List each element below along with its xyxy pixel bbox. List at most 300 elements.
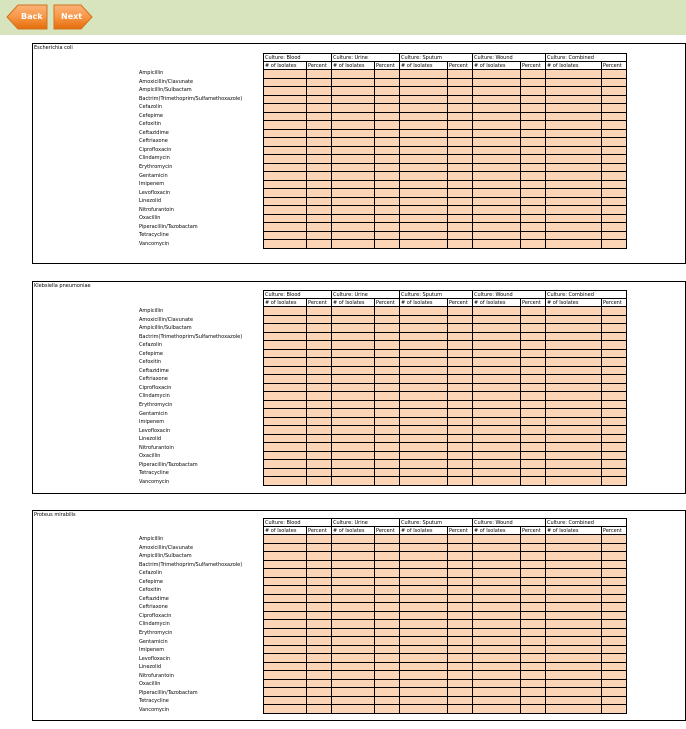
- isolates-input-cell[interactable]: [473, 341, 521, 350]
- percent-input-cell[interactable]: [602, 705, 627, 714]
- isolates-input-cell[interactable]: [264, 552, 307, 561]
- isolates-input-cell[interactable]: [264, 189, 307, 198]
- percent-input-cell[interactable]: [448, 477, 473, 486]
- isolates-input-cell[interactable]: [473, 603, 521, 612]
- percent-input-cell[interactable]: [521, 696, 546, 705]
- percent-input-cell[interactable]: [307, 620, 332, 629]
- percent-input-cell[interactable]: [307, 552, 332, 561]
- percent-input-cell[interactable]: [448, 468, 473, 477]
- isolates-input-cell[interactable]: [332, 104, 375, 113]
- percent-input-cell[interactable]: [307, 70, 332, 79]
- percent-input-cell[interactable]: [448, 637, 473, 646]
- isolates-input-cell[interactable]: [332, 180, 375, 189]
- isolates-input-cell[interactable]: [264, 332, 307, 341]
- isolates-input-cell[interactable]: [400, 443, 448, 452]
- isolates-input-cell[interactable]: [546, 358, 602, 367]
- percent-input-cell[interactable]: [307, 129, 332, 138]
- isolates-input-cell[interactable]: [332, 451, 375, 460]
- isolates-input-cell[interactable]: [546, 400, 602, 409]
- isolates-input-cell[interactable]: [264, 315, 307, 324]
- percent-input-cell[interactable]: [307, 409, 332, 418]
- percent-input-cell[interactable]: [521, 417, 546, 426]
- isolates-input-cell[interactable]: [332, 654, 375, 663]
- percent-input-cell[interactable]: [375, 163, 400, 172]
- isolates-input-cell[interactable]: [264, 477, 307, 486]
- percent-input-cell[interactable]: [375, 78, 400, 87]
- percent-input-cell[interactable]: [375, 366, 400, 375]
- percent-input-cell[interactable]: [448, 392, 473, 401]
- percent-input-cell[interactable]: [307, 637, 332, 646]
- isolates-input-cell[interactable]: [264, 121, 307, 130]
- isolates-input-cell[interactable]: [264, 688, 307, 697]
- percent-input-cell[interactable]: [375, 172, 400, 181]
- percent-input-cell[interactable]: [602, 172, 627, 181]
- isolates-input-cell[interactable]: [546, 628, 602, 637]
- isolates-input-cell[interactable]: [473, 679, 521, 688]
- percent-input-cell[interactable]: [448, 400, 473, 409]
- isolates-input-cell[interactable]: [473, 307, 521, 316]
- percent-input-cell[interactable]: [307, 163, 332, 172]
- percent-input-cell[interactable]: [375, 129, 400, 138]
- percent-input-cell[interactable]: [521, 324, 546, 333]
- isolates-input-cell[interactable]: [473, 451, 521, 460]
- isolates-input-cell[interactable]: [546, 197, 602, 206]
- percent-input-cell[interactable]: [307, 332, 332, 341]
- percent-input-cell[interactable]: [521, 705, 546, 714]
- isolates-input-cell[interactable]: [473, 434, 521, 443]
- percent-input-cell[interactable]: [448, 223, 473, 232]
- percent-input-cell[interactable]: [307, 577, 332, 586]
- isolates-input-cell[interactable]: [400, 172, 448, 181]
- percent-input-cell[interactable]: [375, 671, 400, 680]
- isolates-input-cell[interactable]: [400, 654, 448, 663]
- isolates-input-cell[interactable]: [264, 324, 307, 333]
- isolates-input-cell[interactable]: [473, 443, 521, 452]
- isolates-input-cell[interactable]: [264, 409, 307, 418]
- isolates-input-cell[interactable]: [332, 552, 375, 561]
- percent-input-cell[interactable]: [375, 645, 400, 654]
- isolates-input-cell[interactable]: [264, 307, 307, 316]
- isolates-input-cell[interactable]: [400, 468, 448, 477]
- percent-input-cell[interactable]: [375, 477, 400, 486]
- percent-input-cell[interactable]: [307, 417, 332, 426]
- percent-input-cell[interactable]: [521, 189, 546, 198]
- isolates-input-cell[interactable]: [332, 129, 375, 138]
- isolates-input-cell[interactable]: [473, 611, 521, 620]
- percent-input-cell[interactable]: [602, 577, 627, 586]
- percent-input-cell[interactable]: [521, 434, 546, 443]
- percent-input-cell[interactable]: [307, 341, 332, 350]
- percent-input-cell[interactable]: [448, 620, 473, 629]
- percent-input-cell[interactable]: [521, 477, 546, 486]
- percent-input-cell[interactable]: [448, 112, 473, 121]
- percent-input-cell[interactable]: [521, 645, 546, 654]
- isolates-input-cell[interactable]: [400, 78, 448, 87]
- isolates-input-cell[interactable]: [264, 78, 307, 87]
- percent-input-cell[interactable]: [521, 586, 546, 595]
- isolates-input-cell[interactable]: [546, 434, 602, 443]
- percent-input-cell[interactable]: [375, 104, 400, 113]
- isolates-input-cell[interactable]: [400, 451, 448, 460]
- percent-input-cell[interactable]: [375, 577, 400, 586]
- isolates-input-cell[interactable]: [473, 206, 521, 215]
- percent-input-cell[interactable]: [521, 366, 546, 375]
- percent-input-cell[interactable]: [448, 586, 473, 595]
- isolates-input-cell[interactable]: [400, 358, 448, 367]
- percent-input-cell[interactable]: [602, 535, 627, 544]
- isolates-input-cell[interactable]: [264, 87, 307, 96]
- isolates-input-cell[interactable]: [332, 349, 375, 358]
- isolates-input-cell[interactable]: [473, 383, 521, 392]
- percent-input-cell[interactable]: [307, 104, 332, 113]
- percent-input-cell[interactable]: [521, 307, 546, 316]
- isolates-input-cell[interactable]: [400, 95, 448, 104]
- percent-input-cell[interactable]: [521, 594, 546, 603]
- percent-input-cell[interactable]: [307, 543, 332, 552]
- percent-input-cell[interactable]: [602, 543, 627, 552]
- percent-input-cell[interactable]: [307, 172, 332, 181]
- percent-input-cell[interactable]: [448, 611, 473, 620]
- percent-input-cell[interactable]: [307, 603, 332, 612]
- percent-input-cell[interactable]: [307, 189, 332, 198]
- isolates-input-cell[interactable]: [264, 383, 307, 392]
- isolates-input-cell[interactable]: [546, 332, 602, 341]
- percent-input-cell[interactable]: [521, 70, 546, 79]
- isolates-input-cell[interactable]: [473, 315, 521, 324]
- isolates-input-cell[interactable]: [332, 645, 375, 654]
- percent-input-cell[interactable]: [602, 468, 627, 477]
- isolates-input-cell[interactable]: [546, 146, 602, 155]
- isolates-input-cell[interactable]: [473, 223, 521, 232]
- percent-input-cell[interactable]: [307, 375, 332, 384]
- percent-input-cell[interactable]: [448, 417, 473, 426]
- isolates-input-cell[interactable]: [332, 468, 375, 477]
- isolates-input-cell[interactable]: [546, 206, 602, 215]
- isolates-input-cell[interactable]: [546, 586, 602, 595]
- isolates-input-cell[interactable]: [264, 535, 307, 544]
- isolates-input-cell[interactable]: [264, 434, 307, 443]
- percent-input-cell[interactable]: [448, 662, 473, 671]
- isolates-input-cell[interactable]: [546, 138, 602, 147]
- percent-input-cell[interactable]: [521, 392, 546, 401]
- percent-input-cell[interactable]: [521, 577, 546, 586]
- isolates-input-cell[interactable]: [546, 679, 602, 688]
- percent-input-cell[interactable]: [307, 426, 332, 435]
- percent-input-cell[interactable]: [521, 569, 546, 578]
- percent-input-cell[interactable]: [375, 569, 400, 578]
- percent-input-cell[interactable]: [448, 180, 473, 189]
- percent-input-cell[interactable]: [375, 240, 400, 249]
- percent-input-cell[interactable]: [521, 163, 546, 172]
- isolates-input-cell[interactable]: [264, 341, 307, 350]
- isolates-input-cell[interactable]: [332, 95, 375, 104]
- percent-input-cell[interactable]: [307, 206, 332, 215]
- percent-input-cell[interactable]: [375, 637, 400, 646]
- percent-input-cell[interactable]: [602, 206, 627, 215]
- percent-input-cell[interactable]: [521, 409, 546, 418]
- isolates-input-cell[interactable]: [332, 535, 375, 544]
- isolates-input-cell[interactable]: [473, 146, 521, 155]
- percent-input-cell[interactable]: [602, 603, 627, 612]
- isolates-input-cell[interactable]: [332, 409, 375, 418]
- isolates-input-cell[interactable]: [473, 400, 521, 409]
- isolates-input-cell[interactable]: [332, 443, 375, 452]
- percent-input-cell[interactable]: [448, 366, 473, 375]
- isolates-input-cell[interactable]: [332, 611, 375, 620]
- isolates-input-cell[interactable]: [546, 240, 602, 249]
- percent-input-cell[interactable]: [448, 434, 473, 443]
- isolates-input-cell[interactable]: [473, 366, 521, 375]
- percent-input-cell[interactable]: [602, 138, 627, 147]
- percent-input-cell[interactable]: [602, 392, 627, 401]
- percent-input-cell[interactable]: [602, 434, 627, 443]
- percent-input-cell[interactable]: [602, 129, 627, 138]
- isolates-input-cell[interactable]: [400, 535, 448, 544]
- isolates-input-cell[interactable]: [400, 409, 448, 418]
- percent-input-cell[interactable]: [521, 679, 546, 688]
- percent-input-cell[interactable]: [307, 223, 332, 232]
- isolates-input-cell[interactable]: [332, 383, 375, 392]
- percent-input-cell[interactable]: [375, 315, 400, 324]
- percent-input-cell[interactable]: [307, 180, 332, 189]
- isolates-input-cell[interactable]: [546, 87, 602, 96]
- percent-input-cell[interactable]: [602, 451, 627, 460]
- isolates-input-cell[interactable]: [400, 87, 448, 96]
- isolates-input-cell[interactable]: [473, 95, 521, 104]
- isolates-input-cell[interactable]: [473, 375, 521, 384]
- percent-input-cell[interactable]: [448, 189, 473, 198]
- isolates-input-cell[interactable]: [473, 70, 521, 79]
- percent-input-cell[interactable]: [375, 349, 400, 358]
- percent-input-cell[interactable]: [448, 654, 473, 663]
- isolates-input-cell[interactable]: [264, 603, 307, 612]
- percent-input-cell[interactable]: [521, 341, 546, 350]
- percent-input-cell[interactable]: [448, 341, 473, 350]
- isolates-input-cell[interactable]: [473, 417, 521, 426]
- percent-input-cell[interactable]: [602, 95, 627, 104]
- percent-input-cell[interactable]: [375, 688, 400, 697]
- isolates-input-cell[interactable]: [400, 341, 448, 350]
- isolates-input-cell[interactable]: [332, 637, 375, 646]
- isolates-input-cell[interactable]: [264, 104, 307, 113]
- percent-input-cell[interactable]: [307, 121, 332, 130]
- percent-input-cell[interactable]: [375, 112, 400, 121]
- isolates-input-cell[interactable]: [473, 477, 521, 486]
- percent-input-cell[interactable]: [448, 214, 473, 223]
- isolates-input-cell[interactable]: [473, 560, 521, 569]
- isolates-input-cell[interactable]: [332, 189, 375, 198]
- isolates-input-cell[interactable]: [546, 70, 602, 79]
- percent-input-cell[interactable]: [521, 206, 546, 215]
- isolates-input-cell[interactable]: [332, 603, 375, 612]
- percent-input-cell[interactable]: [375, 417, 400, 426]
- isolates-input-cell[interactable]: [473, 392, 521, 401]
- percent-input-cell[interactable]: [375, 206, 400, 215]
- isolates-input-cell[interactable]: [546, 637, 602, 646]
- isolates-input-cell[interactable]: [264, 197, 307, 206]
- isolates-input-cell[interactable]: [400, 332, 448, 341]
- isolates-input-cell[interactable]: [332, 375, 375, 384]
- isolates-input-cell[interactable]: [546, 112, 602, 121]
- percent-input-cell[interactable]: [521, 214, 546, 223]
- isolates-input-cell[interactable]: [400, 569, 448, 578]
- isolates-input-cell[interactable]: [264, 645, 307, 654]
- percent-input-cell[interactable]: [307, 460, 332, 469]
- isolates-input-cell[interactable]: [473, 543, 521, 552]
- percent-input-cell[interactable]: [448, 409, 473, 418]
- isolates-input-cell[interactable]: [400, 163, 448, 172]
- percent-input-cell[interactable]: [602, 189, 627, 198]
- percent-input-cell[interactable]: [375, 451, 400, 460]
- isolates-input-cell[interactable]: [264, 358, 307, 367]
- isolates-input-cell[interactable]: [400, 214, 448, 223]
- percent-input-cell[interactable]: [521, 637, 546, 646]
- percent-input-cell[interactable]: [602, 688, 627, 697]
- isolates-input-cell[interactable]: [473, 240, 521, 249]
- isolates-input-cell[interactable]: [473, 577, 521, 586]
- isolates-input-cell[interactable]: [264, 155, 307, 164]
- percent-input-cell[interactable]: [448, 197, 473, 206]
- percent-input-cell[interactable]: [602, 443, 627, 452]
- isolates-input-cell[interactable]: [400, 696, 448, 705]
- percent-input-cell[interactable]: [307, 197, 332, 206]
- isolates-input-cell[interactable]: [332, 138, 375, 147]
- percent-input-cell[interactable]: [602, 586, 627, 595]
- isolates-input-cell[interactable]: [400, 392, 448, 401]
- isolates-input-cell[interactable]: [546, 560, 602, 569]
- isolates-input-cell[interactable]: [400, 189, 448, 198]
- percent-input-cell[interactable]: [375, 214, 400, 223]
- isolates-input-cell[interactable]: [332, 628, 375, 637]
- percent-input-cell[interactable]: [521, 138, 546, 147]
- isolates-input-cell[interactable]: [400, 671, 448, 680]
- percent-input-cell[interactable]: [375, 628, 400, 637]
- percent-input-cell[interactable]: [448, 688, 473, 697]
- isolates-input-cell[interactable]: [473, 637, 521, 646]
- isolates-input-cell[interactable]: [332, 586, 375, 595]
- isolates-input-cell[interactable]: [400, 240, 448, 249]
- percent-input-cell[interactable]: [448, 569, 473, 578]
- percent-input-cell[interactable]: [448, 671, 473, 680]
- percent-input-cell[interactable]: [521, 146, 546, 155]
- isolates-input-cell[interactable]: [546, 349, 602, 358]
- isolates-input-cell[interactable]: [400, 307, 448, 316]
- percent-input-cell[interactable]: [602, 569, 627, 578]
- percent-input-cell[interactable]: [602, 214, 627, 223]
- percent-input-cell[interactable]: [448, 307, 473, 316]
- isolates-input-cell[interactable]: [546, 189, 602, 198]
- isolates-input-cell[interactable]: [400, 223, 448, 232]
- percent-input-cell[interactable]: [307, 594, 332, 603]
- isolates-input-cell[interactable]: [332, 671, 375, 680]
- isolates-input-cell[interactable]: [332, 400, 375, 409]
- isolates-input-cell[interactable]: [400, 637, 448, 646]
- percent-input-cell[interactable]: [448, 146, 473, 155]
- percent-input-cell[interactable]: [375, 552, 400, 561]
- percent-input-cell[interactable]: [521, 688, 546, 697]
- isolates-input-cell[interactable]: [332, 679, 375, 688]
- percent-input-cell[interactable]: [375, 409, 400, 418]
- isolates-input-cell[interactable]: [332, 696, 375, 705]
- percent-input-cell[interactable]: [307, 477, 332, 486]
- percent-input-cell[interactable]: [375, 146, 400, 155]
- percent-input-cell[interactable]: [602, 366, 627, 375]
- percent-input-cell[interactable]: [375, 324, 400, 333]
- percent-input-cell[interactable]: [375, 611, 400, 620]
- isolates-input-cell[interactable]: [546, 603, 602, 612]
- percent-input-cell[interactable]: [448, 332, 473, 341]
- isolates-input-cell[interactable]: [473, 688, 521, 697]
- isolates-input-cell[interactable]: [546, 535, 602, 544]
- percent-input-cell[interactable]: [521, 95, 546, 104]
- isolates-input-cell[interactable]: [400, 477, 448, 486]
- percent-input-cell[interactable]: [307, 138, 332, 147]
- percent-input-cell[interactable]: [448, 560, 473, 569]
- percent-input-cell[interactable]: [602, 180, 627, 189]
- isolates-input-cell[interactable]: [546, 662, 602, 671]
- percent-input-cell[interactable]: [521, 654, 546, 663]
- percent-input-cell[interactable]: [375, 400, 400, 409]
- isolates-input-cell[interactable]: [400, 375, 448, 384]
- isolates-input-cell[interactable]: [400, 577, 448, 586]
- percent-input-cell[interactable]: [375, 95, 400, 104]
- isolates-input-cell[interactable]: [546, 688, 602, 697]
- isolates-input-cell[interactable]: [264, 628, 307, 637]
- percent-input-cell[interactable]: [375, 620, 400, 629]
- percent-input-cell[interactable]: [602, 560, 627, 569]
- percent-input-cell[interactable]: [375, 332, 400, 341]
- percent-input-cell[interactable]: [375, 696, 400, 705]
- isolates-input-cell[interactable]: [264, 180, 307, 189]
- percent-input-cell[interactable]: [602, 477, 627, 486]
- isolates-input-cell[interactable]: [546, 611, 602, 620]
- percent-input-cell[interactable]: [307, 688, 332, 697]
- isolates-input-cell[interactable]: [264, 417, 307, 426]
- isolates-input-cell[interactable]: [332, 594, 375, 603]
- percent-input-cell[interactable]: [521, 197, 546, 206]
- isolates-input-cell[interactable]: [332, 477, 375, 486]
- isolates-input-cell[interactable]: [400, 426, 448, 435]
- isolates-input-cell[interactable]: [400, 121, 448, 130]
- isolates-input-cell[interactable]: [400, 180, 448, 189]
- percent-input-cell[interactable]: [307, 324, 332, 333]
- percent-input-cell[interactable]: [375, 594, 400, 603]
- isolates-input-cell[interactable]: [332, 662, 375, 671]
- isolates-input-cell[interactable]: [264, 620, 307, 629]
- percent-input-cell[interactable]: [307, 146, 332, 155]
- isolates-input-cell[interactable]: [473, 112, 521, 121]
- percent-input-cell[interactable]: [521, 662, 546, 671]
- isolates-input-cell[interactable]: [546, 163, 602, 172]
- isolates-input-cell[interactable]: [473, 460, 521, 469]
- percent-input-cell[interactable]: [375, 705, 400, 714]
- percent-input-cell[interactable]: [307, 611, 332, 620]
- percent-input-cell[interactable]: [521, 129, 546, 138]
- isolates-input-cell[interactable]: [264, 543, 307, 552]
- isolates-input-cell[interactable]: [400, 560, 448, 569]
- percent-input-cell[interactable]: [602, 696, 627, 705]
- percent-input-cell[interactable]: [307, 383, 332, 392]
- isolates-input-cell[interactable]: [473, 197, 521, 206]
- isolates-input-cell[interactable]: [264, 129, 307, 138]
- percent-input-cell[interactable]: [307, 349, 332, 358]
- isolates-input-cell[interactable]: [332, 358, 375, 367]
- percent-input-cell[interactable]: [448, 121, 473, 130]
- percent-input-cell[interactable]: [521, 240, 546, 249]
- isolates-input-cell[interactable]: [473, 696, 521, 705]
- percent-input-cell[interactable]: [448, 594, 473, 603]
- percent-input-cell[interactable]: [375, 426, 400, 435]
